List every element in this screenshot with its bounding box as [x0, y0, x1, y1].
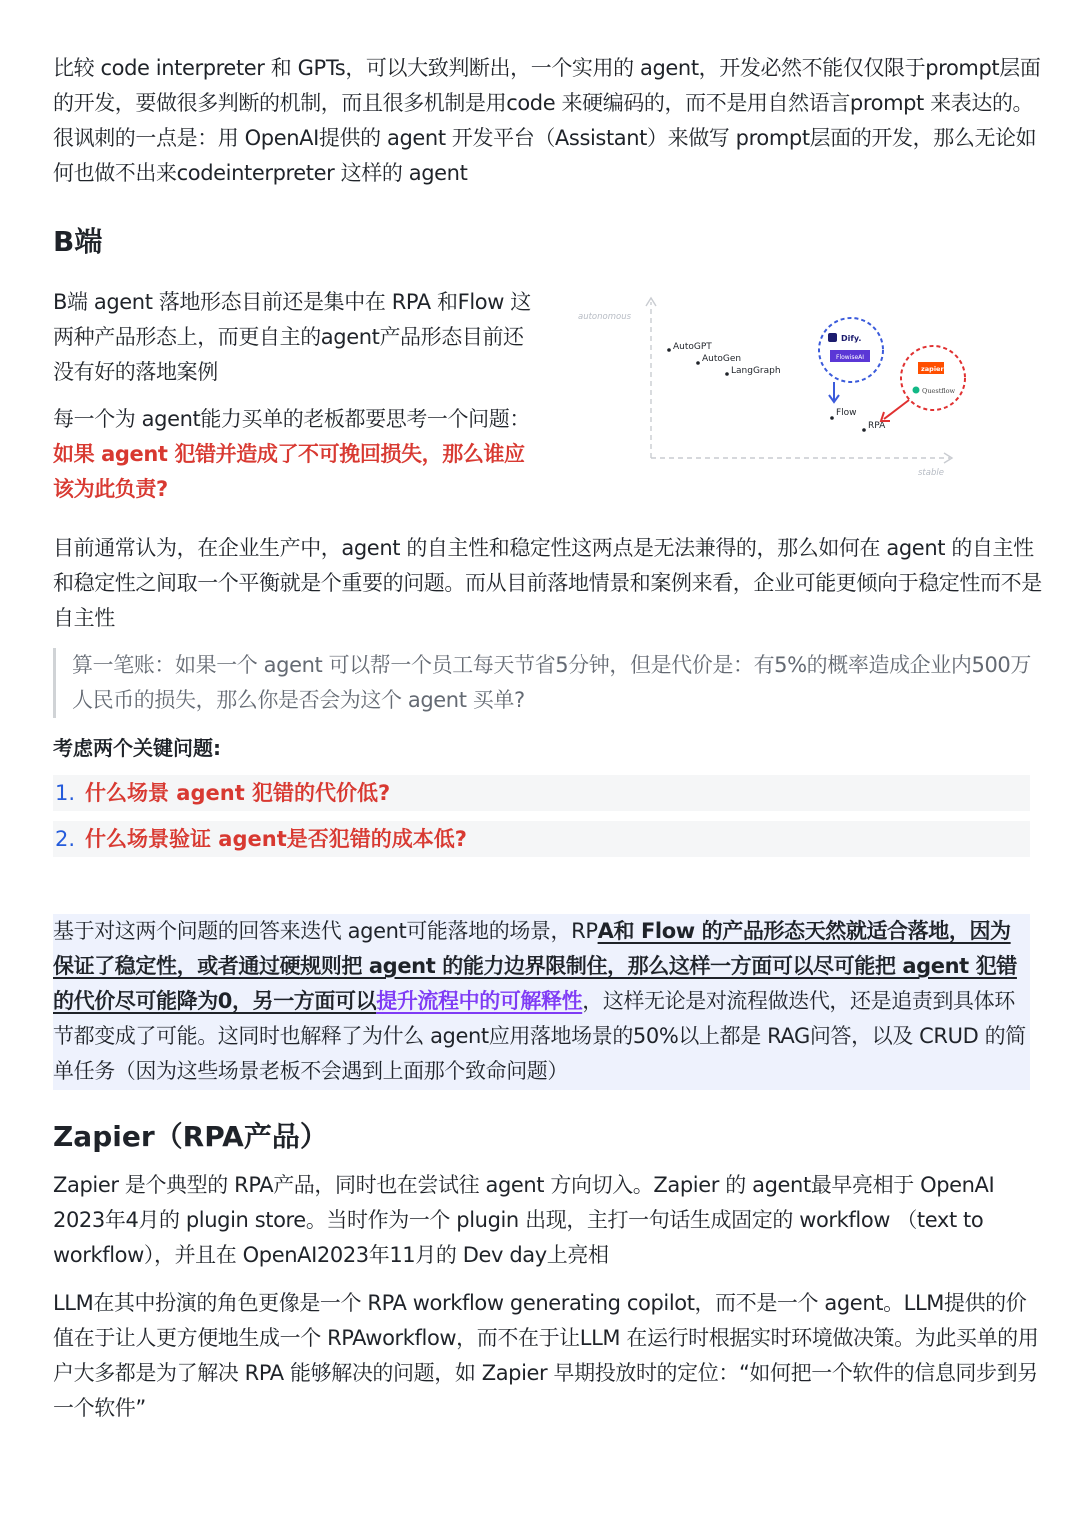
- autonomy-stability-paragraph: 目前通常认为，在企业生产中，agent 的自主性和稳定性这两点是无法兼得的，那么如何在 agent 的自主性和稳定性之间取一个平衡就是个重要的问题。而从目前落地情景和案例来看，企业可能更倾向于稳定性而不是自主性: [53, 536, 1042, 630]
- y-axis-label: autonomous: [578, 312, 632, 322]
- point-rpa: [862, 428, 866, 432]
- cost-quote-block: 算一笔账：如果一个 agent 可以帮一个员工每天节省5分钟，但是代价是：有5%的概率造成企业内500万人民币的损失，那么你是否会为这个 agent 买单?: [53, 648, 1047, 718]
- point-autogpt: [667, 348, 671, 352]
- list-text: 什么场景验证 agent是否犯错的成本低?: [85, 827, 467, 851]
- answer-paragraph: [53, 914, 1030, 1089]
- label-autogpt: AutoGPT: [673, 342, 712, 352]
- section-heading-zapier: Zapier（RPA产品）: [53, 1120, 328, 1153]
- autonomy-stability-diagram: [570, 290, 980, 485]
- zapier-paragraph-2: LLM在其中扮演的角色更像是一个 RPA workflow generating copilot，而不是一个 agent。LLM提供的价值在于让人更方便地生成一个 RPAworkflow，而不在于让LLM 在运行时根据实时环境做决策。为此买单的用户大多都是为了解决 RPA 能够解决的问题，如 Zapier 早期投放时的定位：“如何把一个软件的信息同步到另一个软件”: [53, 1291, 1039, 1420]
- para2-prefix: 每一个为 agent能力买单的老板都要思考一个问题：: [53, 407, 530, 431]
- dify-logo-text: Dify.: [841, 334, 862, 343]
- dify-logo-icon: [828, 333, 837, 342]
- para2-red-question: 如果 agent 犯错并造成了不可挽回损失，那么谁应该为此负责?: [53, 442, 525, 501]
- label-langgraph: LangGraph: [731, 366, 781, 376]
- list-number: 2.: [55, 827, 76, 851]
- group2-circle: [901, 346, 965, 410]
- zapier-paragraph-1: Zapier 是个典型的 RPA产品，同时也在尝试往 agent 方向切入。Zapier 的 agent最早亮相于 OpenAI 2023年4月的 plugin store。当时作为一个 plugin 出现，主打一句话生成固定的 workflow （text to workflow），并且在 OpenAI2023年11月的 Dev day上亮相: [53, 1173, 995, 1267]
- questflow-logo-text: Questflow: [922, 387, 956, 395]
- diagram-svg: [570, 290, 980, 485]
- group2-arrow-line: [884, 400, 909, 419]
- section-b-para1: B端 agent 落地形态目前还是集中在 RPA 和Flow 这两种产品形态上，而更自主的agent产品形态目前还没有好的落地案例: [53, 290, 531, 384]
- answer-bold-underlined: A和 Flow 的产品形态天然就适合落地，因为保证了稳定性，或者通过硬规则把 agent 的能力边界限制住，那么这样一方面可以尽可能把 agent 犯错的代价尽可能降为0，另一方面可以: [53, 919, 1017, 1013]
- list-text: 什么场景 agent 犯错的代价低?: [85, 781, 391, 805]
- answer-plain-1: 基于对这两个问题的回答来迭代 agent可能落地的场景，RP: [53, 919, 598, 943]
- consider-heading: 考虑两个关键问题:: [53, 736, 221, 760]
- label-autogen: AutoGen: [702, 354, 742, 364]
- questflow-logo-icon: [913, 387, 920, 394]
- section-heading-b: B端: [53, 225, 103, 258]
- intro-paragraph: 比较 code interpreter 和 GPTs，可以大致判断出，一个实用的 agent，开发必然不能仅仅限于prompt层面的开发，要做很多判断的机制，而且很多机制是用code 来硬编码的，而不是用自然语言prompt 来表达的。很讽刺的一点是：用 OpenAI提供的 agent 开发平台（Assistant）来做写 prompt层面的开发，那么无论如何也做不出来codeinterpreter 这样的 agent: [53, 56, 1041, 185]
- list-item: [53, 775, 1030, 811]
- label-rpa: RPA: [868, 421, 886, 431]
- list-number: 1.: [55, 781, 76, 805]
- point-langgraph: [725, 372, 729, 376]
- list-item: [53, 821, 1030, 857]
- answer-plain-2: ，这样无论是对流程做迭代，还是追责到具体环节都变成了可能。这同时也解释了为什么 agent应用落地场景的50%以上都是 RAG问答，以及 CRUD 的简单任务（因为这些场景老板不会遇到上面那个致命问题）: [53, 989, 1026, 1083]
- section-b-text: [53, 285, 538, 507]
- answer-purple-link[interactable]: 提升流程中的可解释性: [376, 989, 583, 1013]
- section-b-para2: [53, 402, 538, 507]
- label-flow: Flow: [836, 408, 857, 418]
- x-axis-label: stable: [918, 468, 944, 478]
- point-autogen: [696, 361, 700, 365]
- zapier-logo-text: zapier: [921, 365, 944, 373]
- point-flow: [830, 416, 834, 420]
- flowise-logo-text: FlowiseAI: [836, 354, 865, 361]
